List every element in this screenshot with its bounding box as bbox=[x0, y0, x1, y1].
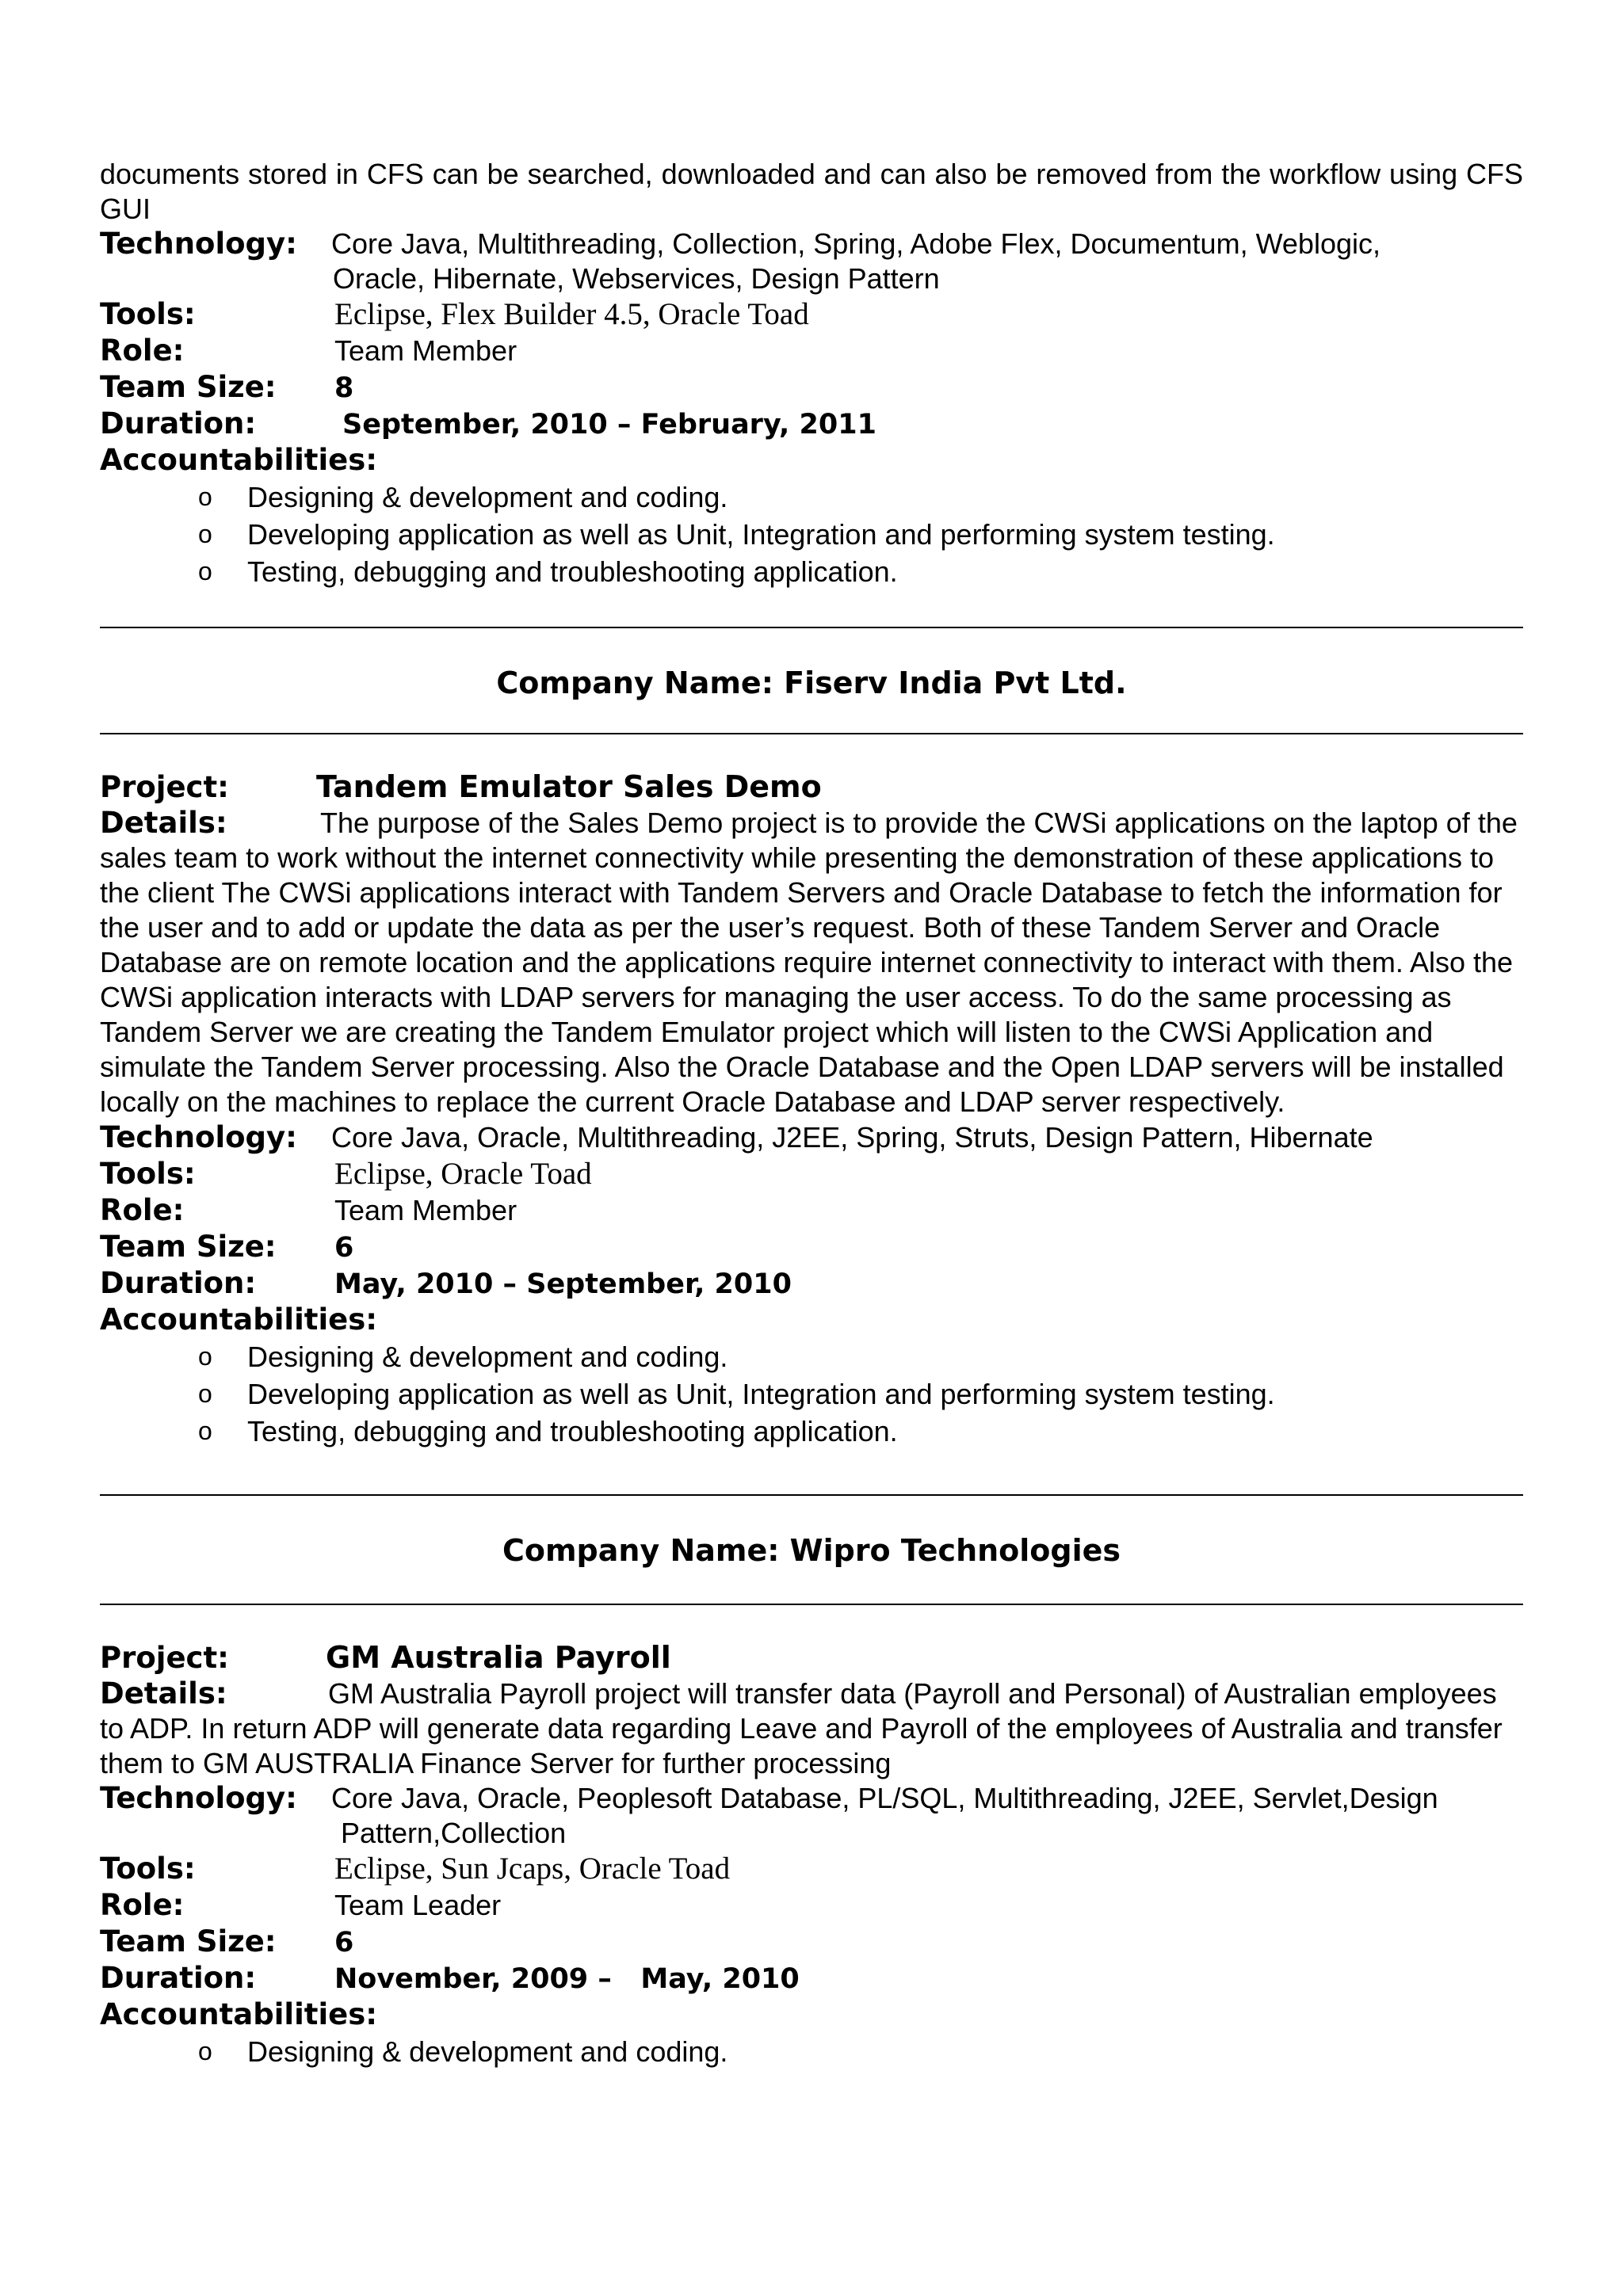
tools-label: Tools: bbox=[100, 297, 196, 331]
technology-label: Technology: bbox=[100, 1120, 297, 1154]
bullet-icon: o bbox=[198, 520, 212, 548]
list-item: o Designing & development and coding. bbox=[198, 479, 1523, 516]
duration-value: May, 2010 – September, 2010 bbox=[334, 1268, 792, 1300]
duration-value: September, 2010 – February, 2011 bbox=[342, 409, 876, 441]
list-item: o Developing application as well as Unit, Integration and performing system testing. bbox=[198, 1375, 1523, 1413]
list-item: o Testing, debugging and troubleshooting application. bbox=[198, 1413, 1523, 1450]
duration-label: Duration: bbox=[100, 1266, 257, 1300]
role-label: Role: bbox=[100, 1888, 185, 1922]
details-text: The purpose of the Sales Demo project is to provide the CWSi applications on the laptop of the sales team to work without the internet connectivity while presenting the demonstration of these applications to the client The CWSi applications interact with Tandem Servers and Oracle Database to fetch the information for the user and to add or update the data as per the user’s request. Both of these Tandem Server and Oracle Database are on remote location and the applications require internet connectivity to interact with them. Also the CWSi application interacts with LDAP servers for managing the user access. To do the same processing as Tandem Server we are creating the Tandem Emulator project which will listen to the CWSi Application and simulate the Tandem Server processing. Also the Oracle Database and the Open LDAP servers will be installed locally on the machines to replace the current Oracle Database and LDAP server respectively. bbox=[100, 807, 1518, 1118]
tools-row bbox=[100, 1851, 1523, 1887]
technology-row bbox=[100, 1781, 1523, 1851]
project-block-gm-payroll bbox=[100, 1640, 1523, 2070]
role-row bbox=[100, 333, 1523, 369]
team-size-label: Team Size: bbox=[100, 370, 277, 404]
details-label: Details: bbox=[100, 806, 227, 840]
team-size-row bbox=[100, 369, 1523, 406]
technology-value-line2: Oracle, Hibernate, Webservices, Design Pattern bbox=[333, 262, 940, 295]
details-text: GM Australia Payroll project will transfer data (Payroll and Personal) of Australian employees to ADP. In return ADP will generate data regarding Leave and Payroll of the employees of Australia and transfer them to GM AUSTRALIA Finance Server for further processing bbox=[100, 1677, 1503, 1779]
project-title: GM Australia Payroll bbox=[326, 1640, 671, 1675]
tools-label: Tools: bbox=[100, 1157, 196, 1191]
duration-row bbox=[100, 406, 1523, 442]
technology-row bbox=[100, 1119, 1523, 1156]
bullet-icon: o bbox=[198, 1379, 212, 1408]
role-label: Role: bbox=[100, 334, 185, 368]
details-label: Details: bbox=[100, 1676, 227, 1711]
duration-label: Duration: bbox=[100, 1961, 257, 1995]
list-item: o Developing application as well as Unit, Integration and performing system testing. bbox=[198, 516, 1523, 553]
list-item: o Designing & development and coding. bbox=[198, 1338, 1523, 1375]
team-size-label: Team Size: bbox=[100, 1230, 277, 1264]
bullet-icon: o bbox=[198, 2037, 212, 2065]
role-label: Role: bbox=[100, 1193, 185, 1227]
accountabilities-list bbox=[100, 1338, 1523, 1450]
accountabilities-list bbox=[100, 2033, 1523, 2070]
team-size-value: 6 bbox=[334, 1927, 354, 1958]
accountabilities-heading: Accountabilities: bbox=[100, 1302, 378, 1337]
bullet-icon: o bbox=[198, 1342, 212, 1371]
technology-label: Technology: bbox=[100, 1781, 297, 1815]
list-item: o Testing, debugging and troubleshooting application. bbox=[198, 553, 1523, 590]
duration-row bbox=[100, 1960, 1523, 1997]
list-item: o Designing & development and coding. bbox=[198, 2033, 1523, 2070]
tools-label: Tools: bbox=[100, 1852, 196, 1886]
company-heading-fiserv: Company Name: Fiserv India Pvt Ltd. bbox=[496, 666, 1127, 700]
team-size-row bbox=[100, 1229, 1523, 1265]
role-value: Team Member bbox=[334, 334, 517, 367]
technology-value-line1: Core Java, Multithreading, Collection, Spring, Adobe Flex, Documentum, Weblogic, bbox=[331, 227, 1381, 260]
company-heading-wipro: Company Name: Wipro Technologies bbox=[502, 1533, 1121, 1568]
technology-value: Core Java, Oracle, Multithreading, J2EE, Spring, Struts, Design Pattern, Hibernate bbox=[331, 1121, 1373, 1154]
technology-label: Technology: bbox=[100, 227, 297, 261]
tools-value: Eclipse, Flex Builder 4.5, Oracle Toad bbox=[334, 297, 809, 331]
project-row bbox=[100, 1640, 1523, 1676]
bullet-icon: o bbox=[198, 482, 212, 511]
accountabilities-heading: Accountabilities: bbox=[100, 443, 378, 477]
page-content bbox=[100, 157, 1523, 2070]
bullet-icon: o bbox=[198, 1417, 212, 1445]
bullet-icon: o bbox=[198, 557, 212, 585]
project-block-tandem bbox=[100, 769, 1523, 1450]
accountabilities-heading: Accountabilities: bbox=[100, 1997, 378, 2031]
project-label: Project: bbox=[100, 770, 229, 804]
role-row bbox=[100, 1887, 1523, 1924]
technology-value-line2: Pattern,Collection bbox=[341, 1817, 567, 1849]
technology-value-line1: Core Java, Oracle, Peoplesoft Database, PL/SQL, Multithreading, J2EE, Servlet,Design bbox=[331, 1782, 1438, 1814]
team-size-row bbox=[100, 1924, 1523, 1960]
role-value: Team Leader bbox=[334, 1889, 502, 1921]
tools-row bbox=[100, 296, 1523, 333]
intro-paragraph: documents stored in CFS can be searched, downloaded and can also be removed from the workflow using CFS GUI bbox=[100, 158, 1523, 225]
duration-label: Duration: bbox=[100, 406, 257, 441]
tools-value: Eclipse, Oracle Toad bbox=[334, 1157, 592, 1191]
tools-value: Eclipse, Sun Jcaps, Oracle Toad bbox=[334, 1852, 731, 1886]
project-block-cfs bbox=[100, 227, 1523, 590]
tools-row bbox=[100, 1156, 1523, 1192]
team-size-label: Team Size: bbox=[100, 1924, 277, 1958]
project-row bbox=[100, 769, 1523, 806]
details-paragraph bbox=[100, 1676, 1523, 1781]
project-label: Project: bbox=[100, 1641, 229, 1675]
technology-row bbox=[100, 227, 1523, 296]
role-value: Team Member bbox=[334, 1194, 517, 1226]
team-size-value: 6 bbox=[334, 1232, 354, 1264]
accountabilities-list bbox=[100, 479, 1523, 590]
role-row bbox=[100, 1192, 1523, 1229]
team-size-value: 8 bbox=[334, 372, 354, 404]
details-paragraph bbox=[100, 806, 1523, 1119]
duration-row bbox=[100, 1265, 1523, 1302]
duration-value: November, 2009 – May, 2010 bbox=[334, 1963, 800, 1995]
project-title: Tandem Emulator Sales Demo bbox=[316, 769, 822, 804]
